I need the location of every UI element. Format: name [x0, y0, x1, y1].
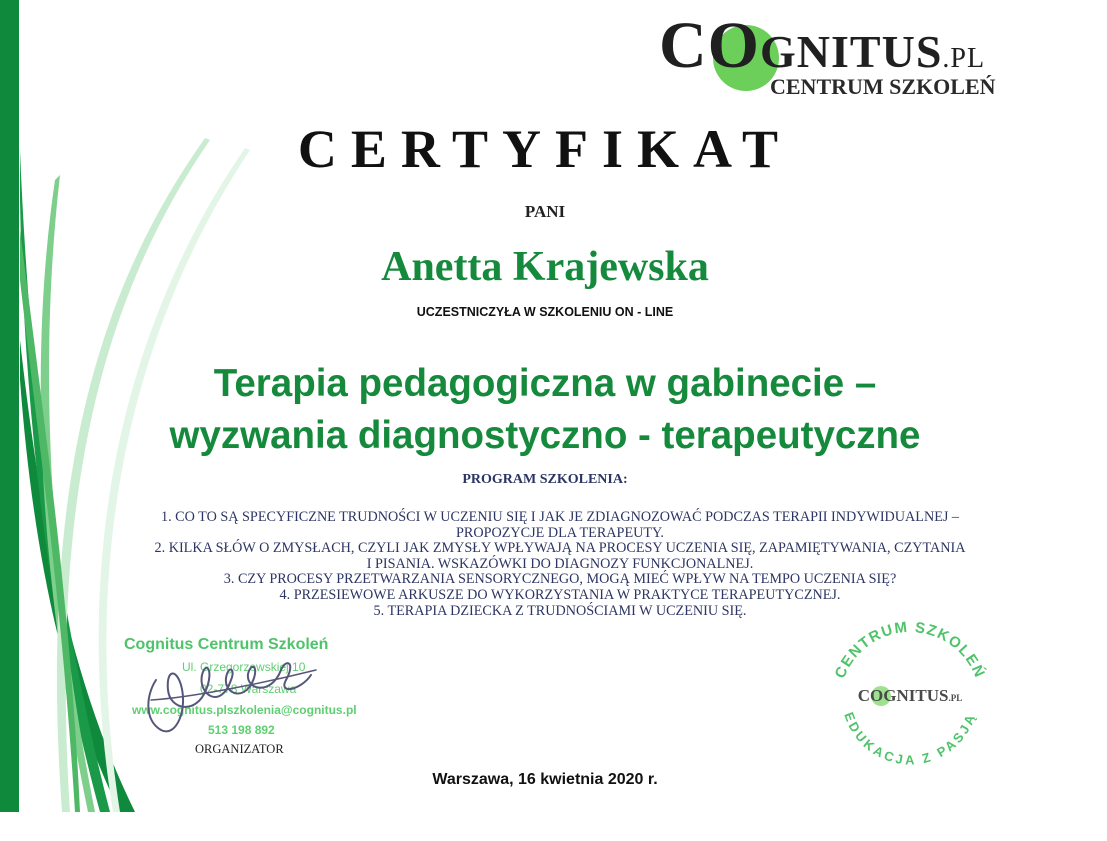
- logo-letters-rest: GNITUS: [760, 26, 943, 77]
- course-title: [0, 358, 1090, 462]
- organizer-stamp-web: www.cognitus.plszkolenia@cognitus.pl: [132, 703, 357, 717]
- program-line: I PISANIA. WSKAZÓWKI DO DIAGNOZY FUNKCJONALNEJ.: [366, 555, 754, 572]
- round-stamp-bottom-text: EDUKACJA Z PASJĄ: [841, 710, 979, 768]
- program-line: 3. CZY PROCESY PRZETWARZANIA SENSORYCZNEGO, MOGĄ MIEĆ WPŁYW NA TEMPO UCZENIA SIĘ?: [223, 571, 897, 588]
- course-title-line-2: wyzwania diagnostyczno - terapeutyczne: [169, 414, 921, 457]
- program-list: [95, 510, 1025, 619]
- date-and-place: Warszawa, 16 kwietnia 2020 r.: [432, 771, 658, 788]
- program-line: 5. TERAPIA DZIECKA Z TRUDNOŚCIAMI W UCZENIU SIĘ.: [373, 602, 747, 619]
- program-heading: PROGRAM SZKOLENIA:: [462, 472, 628, 487]
- salutation: PANI: [524, 202, 566, 221]
- round-stamp-top-text: CENTRUM SZKOLEŃ: [831, 620, 989, 681]
- organizer-stamp-name: Cognitus Centrum Szkoleń: [124, 636, 329, 653]
- program-line: 1. CO TO SĄ SPECYFICZNE TRUDNOŚCI W UCZENIU SIĘ I JAK JE ZDIAGNOZOWAĆ PODCZAS TERAPII INDYWIDUALNEJ –: [160, 509, 960, 525]
- organizer-stamp-phone: 513 198 892: [208, 723, 275, 737]
- program-line: 2. KILKA SŁÓW O ZMYSŁACH, CZYLI JAK ZMYSŁY WPŁYWAJĄ NA PROCESY UCZENIA SIĘ, ZAPAMIĘTYWANIA, CZYTANIA: [154, 540, 966, 557]
- participation-statement: UCZESTNICZYŁA W SZKOLENIU ON - LINE: [416, 305, 674, 319]
- logo-wordmark: [659, 8, 985, 84]
- logo-subtitle: CENTRUM SZKOLEŃ: [770, 74, 996, 99]
- program-line: 4. PRZESIEWOWE ARKUSZE DO WYKORZYSTANIA W PRAKTYCE TERAPEUTYCZNEJ.: [279, 586, 841, 603]
- recipient-name: Anetta Krajewska: [381, 244, 709, 290]
- logo-suffix: .PL: [942, 43, 986, 74]
- organizer-stamp-street: Ul. Grzegorzewskiej 10: [182, 660, 306, 674]
- program-line: PROPOZYCJE DLA TERAPEUTY.: [456, 524, 664, 541]
- organizer-label: ORGANIZATOR: [195, 742, 284, 756]
- certificate-title: CERTYFIKAT: [297, 119, 793, 179]
- round-stamp: [825, 620, 995, 780]
- course-title-line-1: Terapia pedagogiczna w gabinecie –: [213, 362, 877, 405]
- logo-letter-o: O: [707, 9, 761, 82]
- handwritten-signature: [136, 640, 326, 740]
- cognitus-logo: [655, 9, 1075, 102]
- logo-letter-c: C: [659, 9, 708, 82]
- round-stamp-logo: COGNITUS.PL: [857, 686, 963, 705]
- organizer-stamp-city: 02-778 Warszawa: [200, 682, 297, 696]
